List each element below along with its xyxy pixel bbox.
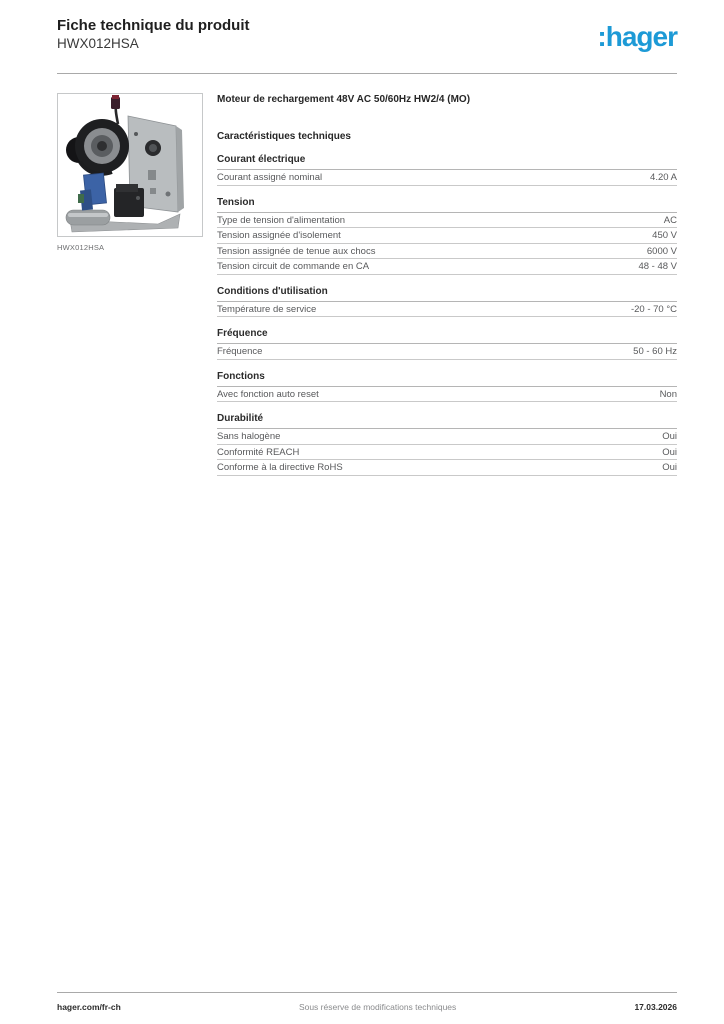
spec-label: Courant assigné nominal: [217, 172, 323, 183]
spec-label: Sans halogène: [217, 431, 281, 442]
footer-date: 17.03.2026: [634, 1002, 677, 1012]
spec-label: Fréquence: [217, 346, 263, 357]
spec-row: [217, 170, 677, 186]
spec-label: Conformité REACH: [217, 446, 300, 458]
product-image-caption: HWX012HSA: [57, 243, 105, 252]
spec-value: Oui: [662, 431, 677, 442]
spec-value: Oui: [662, 446, 677, 458]
spec-value: 50 - 60 Hz: [633, 346, 677, 357]
header-titles: [57, 16, 250, 53]
footer-divider: [57, 992, 677, 993]
spec-value: Non: [659, 388, 677, 400]
spec-value: 48 - 48 V: [638, 261, 677, 272]
spec-section: [217, 153, 677, 186]
spec-label: Avec fonction auto reset: [217, 388, 319, 400]
spec-section-title: Conditions d'utilisation: [217, 285, 677, 302]
spec-value: 6000 V: [646, 245, 677, 257]
spec-section: [217, 370, 677, 403]
spec-section: [217, 285, 677, 318]
spec-section-title: Fonctions: [217, 370, 677, 387]
spec-section-title: Durabilité: [217, 412, 677, 429]
product-image-frame: [57, 93, 203, 237]
spec-value: 4.20 A: [650, 172, 677, 183]
product-reference: HWX012HSA: [57, 36, 139, 51]
spec-section-title: Courant électrique: [217, 153, 677, 170]
spec-row: [217, 344, 677, 360]
page-title: Fiche technique du produit: [57, 17, 250, 34]
spec-row: [217, 445, 677, 461]
spec-section-title: Tension: [217, 196, 677, 213]
product-name: Moteur de rechargement 48V AC 50/60Hz HW2/4 (MO): [217, 94, 471, 105]
spec-value: -20 - 70 °C: [630, 303, 677, 315]
spec-value: Oui: [662, 462, 677, 473]
spec-section: [217, 196, 677, 275]
spec-label: Tension circuit de commande en CA: [217, 261, 370, 272]
spec-label: Conforme à la directive RoHS: [217, 462, 343, 473]
spec-label: Température de service: [217, 303, 317, 315]
footer-disclaimer: Sous réserve de modifications techniques: [298, 1002, 457, 1012]
spec-label: Tension assignée de tenue aux chocs: [217, 245, 376, 257]
spec-section: [217, 412, 677, 476]
spec-row: [217, 429, 677, 445]
product-image-column: [57, 93, 203, 252]
main-content: [57, 93, 677, 476]
characteristics-heading: Caractéristiques techniques: [217, 131, 351, 142]
page-header: [57, 16, 677, 53]
spec-row: [217, 244, 677, 260]
spec-row: [217, 387, 677, 403]
spec-row: [217, 259, 677, 275]
spec-section: [217, 327, 677, 360]
spec-row: [217, 228, 677, 244]
spec-section-title: Fréquence: [217, 327, 677, 344]
spec-row: [217, 460, 677, 476]
header-divider: [57, 73, 677, 74]
footer-website: hager.com/fr-ch: [57, 1002, 121, 1012]
spec-label: Tension assignée d'isolement: [217, 230, 341, 241]
specifications-column: [217, 93, 677, 476]
product-image: [58, 94, 202, 236]
spec-label: Type de tension d'alimentation: [217, 214, 346, 226]
spec-row: [217, 213, 677, 229]
spec-value: AC: [663, 214, 677, 226]
characteristics-sections: [217, 153, 677, 476]
spec-row: [217, 302, 677, 318]
page-footer: [57, 992, 677, 1012]
footer-row: [57, 1002, 677, 1012]
hager-logo: :hager: [597, 21, 677, 52]
spec-value: 450 V: [652, 230, 677, 241]
